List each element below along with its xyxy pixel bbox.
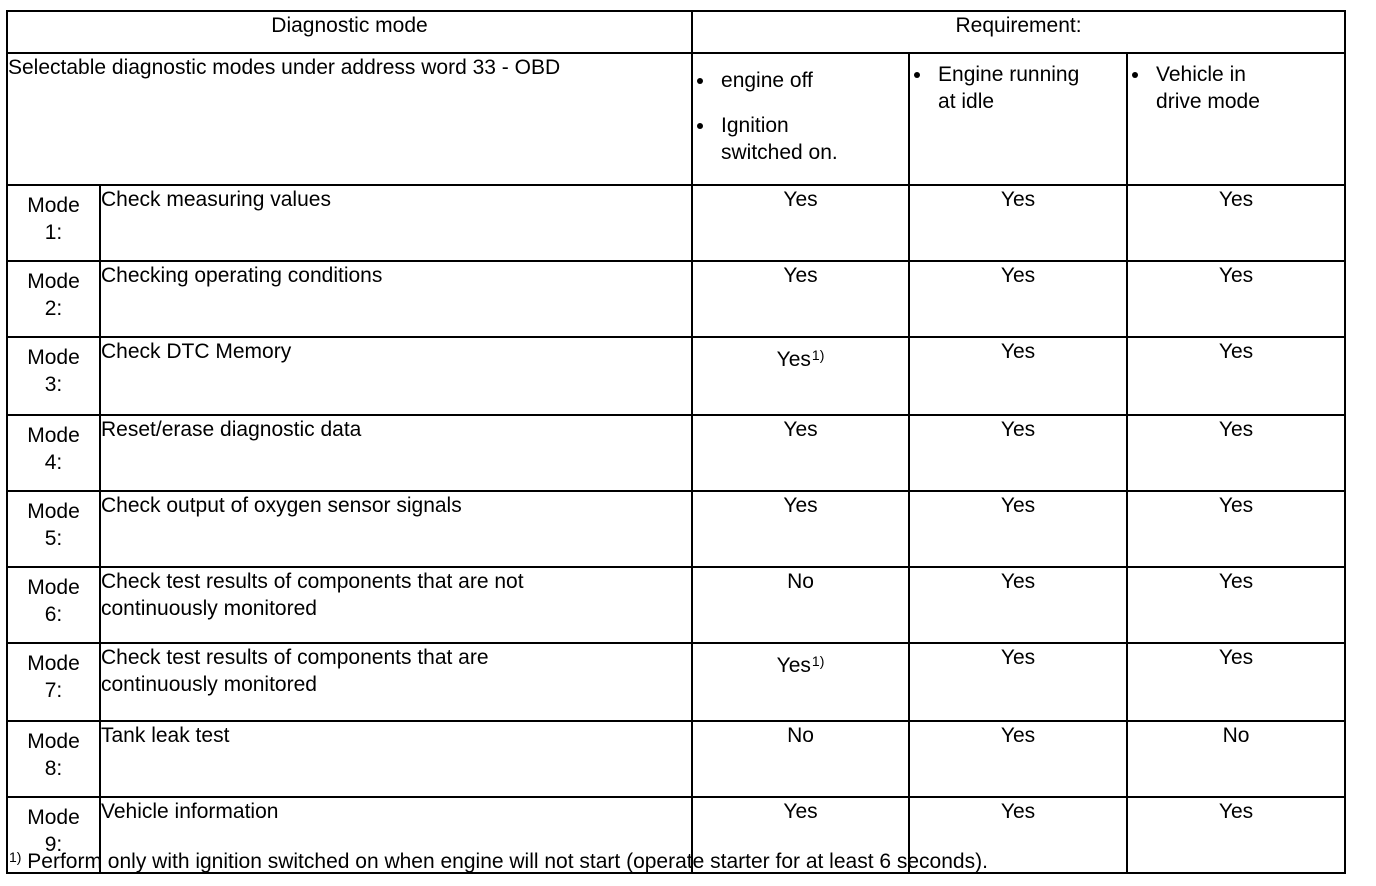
table-row xyxy=(7,261,1345,337)
requirement-engine-off xyxy=(692,53,909,185)
value-text: No xyxy=(787,724,814,747)
footnote-ref: 1) xyxy=(811,653,825,669)
engine-off-value xyxy=(692,415,909,491)
engine-idle-value: Yes xyxy=(909,261,1127,337)
mode-label: Mode 2: xyxy=(7,261,100,337)
footnote-ref: 1) xyxy=(811,347,825,363)
mode-description: Check test results of components that are not continuously monitored xyxy=(100,567,692,643)
mode-description: Check test results of components that are continuously monitored xyxy=(100,643,692,721)
requirement-engine-idle xyxy=(909,53,1127,185)
footnote-marker: 1) xyxy=(9,849,22,865)
mode-label: Mode 7: xyxy=(7,643,100,721)
mode-description: Checking operating conditions xyxy=(100,261,692,337)
requirement-item: engine off xyxy=(693,67,908,94)
engine-idle-value: Yes xyxy=(909,643,1127,721)
engine-idle-value: Yes xyxy=(909,337,1127,415)
engine-off-value xyxy=(692,721,909,797)
engine-idle-value: Yes xyxy=(909,567,1127,643)
engine-off-value xyxy=(692,567,909,643)
drive-mode-value: Yes xyxy=(1127,261,1345,337)
value-text: Yes xyxy=(783,800,818,823)
drive-mode-value: Yes xyxy=(1127,797,1345,873)
drive-mode-value: Yes xyxy=(1127,185,1345,261)
value-text: Yes xyxy=(783,494,818,517)
table-subtitle: Selectable diagnostic modes under address word 33 - OBD xyxy=(7,53,692,185)
mode-label: Mode 5: xyxy=(7,491,100,567)
drive-mode-value: Yes xyxy=(1127,567,1345,643)
footnote xyxy=(8,850,988,874)
diagnostic-mode-table xyxy=(6,10,1346,874)
mode-label: Mode 6: xyxy=(7,567,100,643)
mode-description: Vehicle information xyxy=(100,797,692,873)
mode-description: Tank leak test xyxy=(100,721,692,797)
footnote-text: Perform only with ignition switched on when engine will not start (operate starter for at least 6 seconds). xyxy=(21,850,988,873)
engine-off-value xyxy=(692,337,909,415)
drive-mode-value: Yes xyxy=(1127,491,1345,567)
drive-mode-value: Yes xyxy=(1127,643,1345,721)
value-text: Yes xyxy=(783,264,818,287)
engine-off-value xyxy=(692,491,909,567)
engine-idle-value: Yes xyxy=(909,185,1127,261)
engine-off-value xyxy=(692,185,909,261)
engine-idle-value: Yes xyxy=(909,797,1127,873)
mode-label: Mode 3: xyxy=(7,337,100,415)
table-row xyxy=(7,643,1345,721)
engine-off-value xyxy=(692,261,909,337)
mode-rows xyxy=(7,185,1345,873)
drive-mode-value: No xyxy=(1127,721,1345,797)
drive-mode-value: Yes xyxy=(1127,337,1345,415)
mode-label: Mode 8: xyxy=(7,721,100,797)
engine-off-value xyxy=(692,643,909,721)
drive-mode-value: Yes xyxy=(1127,415,1345,491)
mode-description: Check measuring values xyxy=(100,185,692,261)
mode-description: Reset/erase diagnostic data xyxy=(100,415,692,491)
table-row xyxy=(7,415,1345,491)
table-row xyxy=(7,721,1345,797)
requirement-drive-mode xyxy=(1127,53,1345,185)
mode-label: Mode 4: xyxy=(7,415,100,491)
requirement-item: Vehicle in drive mode xyxy=(1128,61,1286,115)
diagnostic-mode-heading: Diagnostic mode xyxy=(7,11,692,53)
value-text: Yes xyxy=(776,654,811,677)
requirement-heading: Requirement: xyxy=(692,11,1345,53)
requirement-item: Ignition switched on. xyxy=(693,112,861,166)
mode-label: Mode 1: xyxy=(7,185,100,261)
mode-description: Check output of oxygen sensor signals xyxy=(100,491,692,567)
mode-label: Mode 9: xyxy=(7,797,100,873)
engine-idle-value: Yes xyxy=(909,415,1127,491)
requirement-item: Engine running at idle xyxy=(910,61,1098,115)
value-text: Yes xyxy=(776,348,811,371)
table-row xyxy=(7,567,1345,643)
value-text: Yes xyxy=(783,418,818,441)
engine-idle-value: Yes xyxy=(909,491,1127,567)
engine-idle-value: Yes xyxy=(909,721,1127,797)
value-text: Yes xyxy=(783,188,818,211)
mode-description: Check DTC Memory xyxy=(100,337,692,415)
table-row xyxy=(7,185,1345,261)
table-row xyxy=(7,491,1345,567)
value-text: No xyxy=(787,570,814,593)
table-row xyxy=(7,337,1345,415)
